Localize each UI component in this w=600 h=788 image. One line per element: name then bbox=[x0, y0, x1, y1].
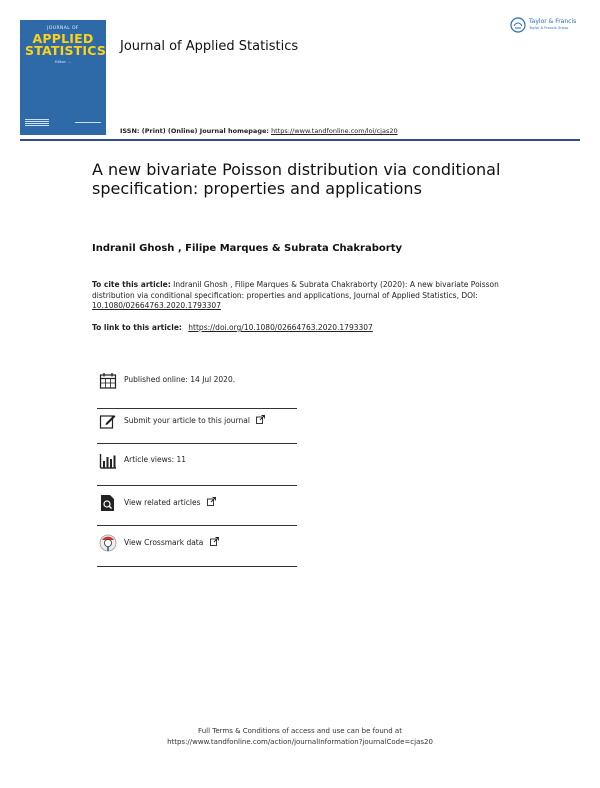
related-articles-row[interactable] bbox=[97, 487, 297, 527]
crossmark-icon bbox=[99, 534, 117, 552]
journal-homepage-link[interactable]: https://www.tandfonline.com/loi/cjas20 bbox=[271, 127, 398, 135]
crossmark-text: View Crossmark data bbox=[124, 538, 204, 547]
crossmark-row[interactable] bbox=[97, 527, 297, 567]
article-link[interactable]: https://doi.org/10.1080/02664763.2020.1793307 bbox=[188, 323, 373, 332]
edit-icon bbox=[99, 412, 117, 430]
publisher-logo bbox=[510, 17, 580, 35]
bar-chart-icon bbox=[99, 452, 117, 470]
article-link-line bbox=[92, 323, 373, 332]
citation-label: To cite this article: bbox=[92, 280, 171, 289]
journal-title: Journal of Applied Statistics bbox=[120, 39, 299, 54]
issn-label: ISSN: (Print) (Online) Journal homepage: bbox=[120, 127, 269, 135]
submit-article-row[interactable] bbox=[97, 405, 297, 445]
calendar-icon bbox=[99, 372, 117, 390]
cover-footer-bars bbox=[25, 119, 49, 129]
terms-footer bbox=[0, 726, 600, 748]
citation-block bbox=[92, 280, 512, 312]
cover-subtitle: Editor: ... bbox=[55, 60, 71, 64]
journal-cover bbox=[20, 20, 106, 135]
cover-journal-line: JOURNAL OF bbox=[47, 26, 79, 31]
header-divider bbox=[20, 139, 580, 141]
cover-title-line2: STATISTICS bbox=[25, 43, 106, 58]
related-articles-link[interactable] bbox=[124, 497, 216, 507]
cover-title-line1: APPLIED bbox=[32, 31, 94, 46]
cover-footer bbox=[25, 115, 101, 129]
article-views-text: Article views: 11 bbox=[124, 455, 187, 464]
article-link-label: To link to this article: bbox=[92, 323, 182, 332]
terms-line: Full Terms & Conditions of access and use can be found at bbox=[198, 727, 402, 735]
publisher-sub: Taylor & Francis Group bbox=[529, 26, 569, 30]
published-online-text: Published online: 14 Jul 2020. bbox=[124, 375, 236, 384]
article-authors: Indranil Ghosh , Filipe Marques & Subrata Chakraborty bbox=[92, 243, 402, 254]
document-search-icon bbox=[99, 494, 117, 512]
cover-title bbox=[25, 31, 106, 58]
publisher-logo-icon bbox=[510, 17, 526, 33]
external-link-icon bbox=[210, 537, 219, 546]
crossmark-link[interactable] bbox=[124, 537, 219, 547]
article-views-row bbox=[97, 445, 297, 485]
journal-information-link[interactable]: https://www.tandfonline.com/action/journalInformation?journalCode=cjas20 bbox=[167, 738, 433, 746]
submit-article-text: Submit your article to this journal bbox=[124, 416, 250, 425]
related-articles-text: View related articles bbox=[124, 498, 201, 507]
article-title: A new bivariate Poisson distribution via conditional specification: properties and applications bbox=[92, 160, 501, 198]
citation-doi-link[interactable]: 10.1080/02664763.2020.1793307 bbox=[92, 301, 221, 310]
publisher-name: Taylor & Francis bbox=[529, 18, 577, 25]
cover-publisher-mark bbox=[75, 122, 101, 129]
external-link-icon bbox=[207, 497, 216, 506]
row-divider bbox=[97, 485, 297, 486]
citation-text: Indranil Ghosh , Filipe Marques & Subrata Chakraborty (2020): A new bivariate Poisson distribution via conditional specification: properties and applications, Journal of Applied Statistics, DOI: bbox=[92, 280, 499, 300]
published-online-row bbox=[97, 365, 297, 405]
issn-line bbox=[120, 127, 398, 135]
external-link-icon bbox=[256, 415, 265, 424]
submit-article-link[interactable] bbox=[124, 415, 265, 425]
